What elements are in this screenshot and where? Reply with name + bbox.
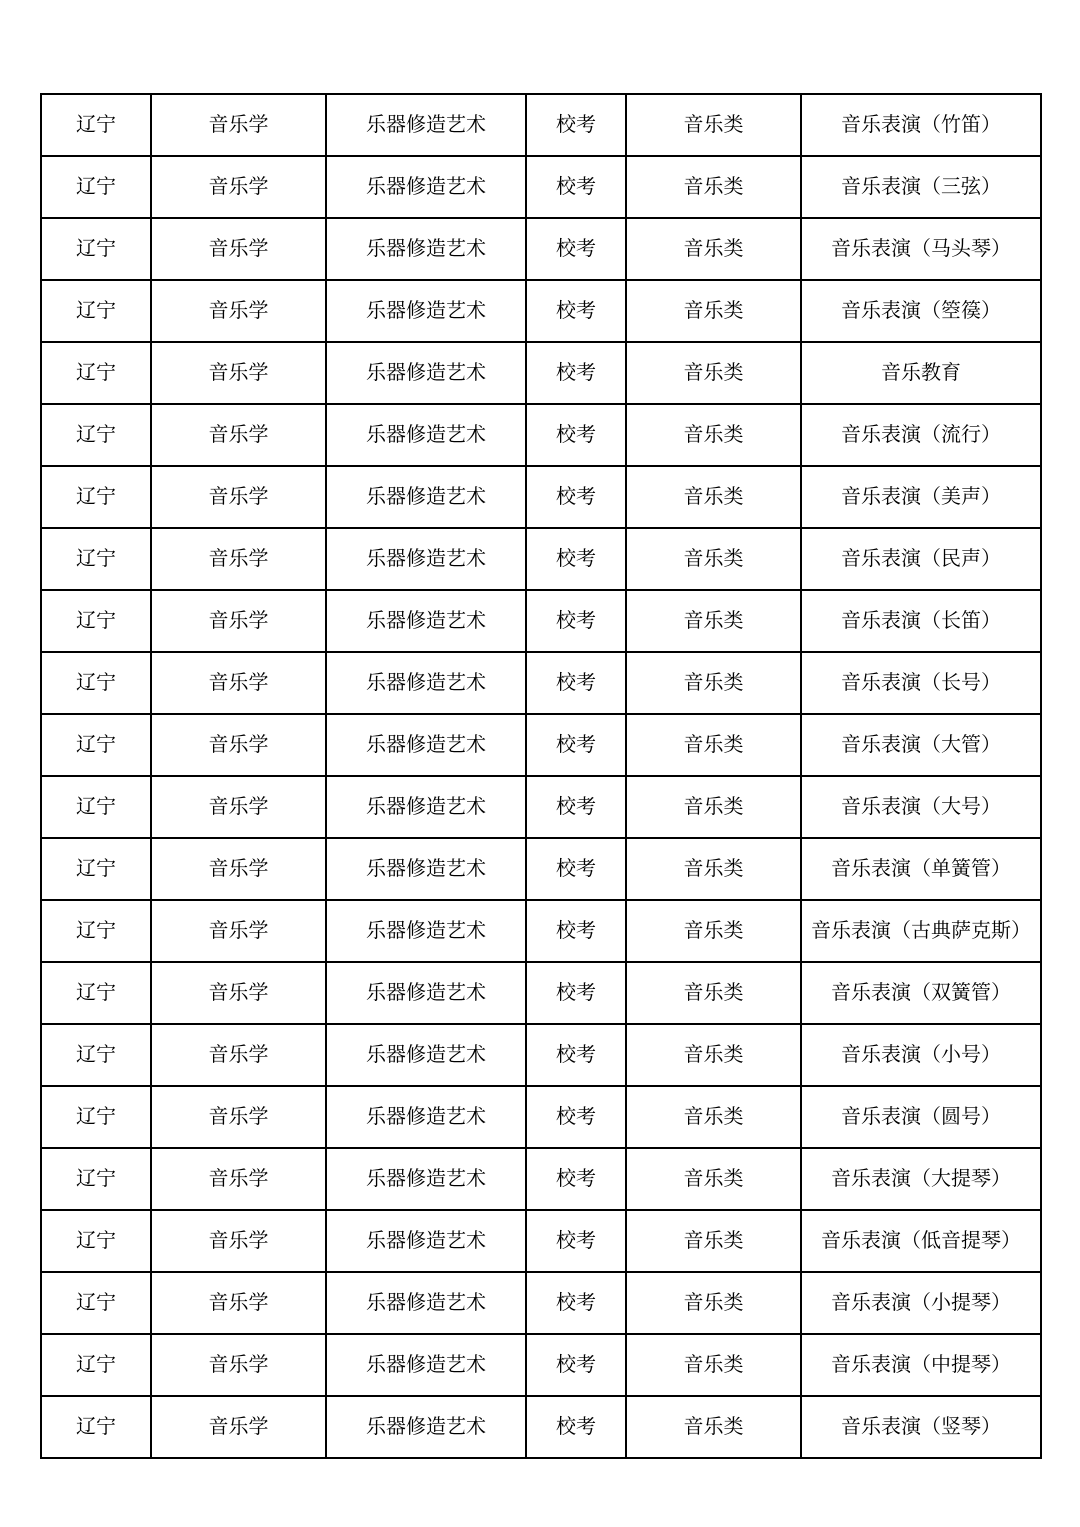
cell-category: 音乐类 <box>626 218 801 280</box>
cell-category: 音乐类 <box>626 94 801 156</box>
cell-school: 乐器修造艺术 <box>326 1148 526 1210</box>
cell-province: 辽宁 <box>41 528 151 590</box>
cell-province: 辽宁 <box>41 1334 151 1396</box>
cell-category: 音乐类 <box>626 652 801 714</box>
cell-exam-type: 校考 <box>526 156 626 218</box>
cell-exam-type: 校考 <box>526 1086 626 1148</box>
cell-school: 乐器修造艺术 <box>326 342 526 404</box>
cell-direction: 音乐教育 <box>801 342 1041 404</box>
cell-school: 乐器修造艺术 <box>326 1396 526 1458</box>
cell-category: 音乐类 <box>626 404 801 466</box>
cell-school: 乐器修造艺术 <box>326 1210 526 1272</box>
cell-province: 辽宁 <box>41 776 151 838</box>
cell-exam-type: 校考 <box>526 1272 626 1334</box>
cell-school: 乐器修造艺术 <box>326 94 526 156</box>
cell-province: 辽宁 <box>41 466 151 528</box>
cell-major: 音乐学 <box>151 1086 326 1148</box>
cell-province: 辽宁 <box>41 714 151 776</box>
table-row <box>41 528 1041 590</box>
cell-category: 音乐类 <box>626 1396 801 1458</box>
table-row <box>41 404 1041 466</box>
cell-direction: 音乐表演（长号） <box>801 652 1041 714</box>
cell-direction: 音乐表演（流行） <box>801 404 1041 466</box>
cell-school: 乐器修造艺术 <box>326 404 526 466</box>
cell-exam-type: 校考 <box>526 1334 626 1396</box>
cell-major: 音乐学 <box>151 714 326 776</box>
cell-exam-type: 校考 <box>526 528 626 590</box>
cell-province: 辽宁 <box>41 1024 151 1086</box>
cell-exam-type: 校考 <box>526 94 626 156</box>
cell-province: 辽宁 <box>41 342 151 404</box>
cell-exam-type: 校考 <box>526 1148 626 1210</box>
table-row <box>41 280 1041 342</box>
cell-exam-type: 校考 <box>526 900 626 962</box>
cell-major: 音乐学 <box>151 900 326 962</box>
cell-major: 音乐学 <box>151 1272 326 1334</box>
cell-exam-type: 校考 <box>526 1396 626 1458</box>
cell-category: 音乐类 <box>626 962 801 1024</box>
cell-school: 乐器修造艺术 <box>326 280 526 342</box>
cell-school: 乐器修造艺术 <box>326 838 526 900</box>
cell-school: 乐器修造艺术 <box>326 1086 526 1148</box>
cell-exam-type: 校考 <box>526 714 626 776</box>
cell-school: 乐器修造艺术 <box>326 652 526 714</box>
cell-province: 辽宁 <box>41 1086 151 1148</box>
cell-exam-type: 校考 <box>526 466 626 528</box>
cell-direction: 音乐表演（中提琴） <box>801 1334 1041 1396</box>
cell-category: 音乐类 <box>626 1148 801 1210</box>
cell-direction: 音乐表演（单簧管） <box>801 838 1041 900</box>
table-row <box>41 156 1041 218</box>
cell-school: 乐器修造艺术 <box>326 776 526 838</box>
cell-exam-type: 校考 <box>526 962 626 1024</box>
cell-major: 音乐学 <box>151 838 326 900</box>
table-body <box>41 94 1041 1458</box>
cell-major: 音乐学 <box>151 528 326 590</box>
table-row <box>41 962 1041 1024</box>
cell-exam-type: 校考 <box>526 342 626 404</box>
cell-direction: 音乐表演（竹笛） <box>801 94 1041 156</box>
cell-province: 辽宁 <box>41 900 151 962</box>
cell-school: 乐器修造艺术 <box>326 528 526 590</box>
cell-school: 乐器修造艺术 <box>326 1334 526 1396</box>
cell-direction: 音乐表演（长笛） <box>801 590 1041 652</box>
cell-exam-type: 校考 <box>526 776 626 838</box>
cell-province: 辽宁 <box>41 838 151 900</box>
table-row <box>41 590 1041 652</box>
cell-category: 音乐类 <box>626 1334 801 1396</box>
table-row <box>41 1148 1041 1210</box>
cell-school: 乐器修造艺术 <box>326 962 526 1024</box>
cell-province: 辽宁 <box>41 94 151 156</box>
cell-major: 音乐学 <box>151 1148 326 1210</box>
cell-exam-type: 校考 <box>526 838 626 900</box>
cell-category: 音乐类 <box>626 1086 801 1148</box>
cell-school: 乐器修造艺术 <box>326 218 526 280</box>
cell-exam-type: 校考 <box>526 280 626 342</box>
cell-province: 辽宁 <box>41 652 151 714</box>
table-row <box>41 1086 1041 1148</box>
cell-category: 音乐类 <box>626 1210 801 1272</box>
cell-direction: 音乐表演（古典萨克斯） <box>801 900 1041 962</box>
cell-major: 音乐学 <box>151 1334 326 1396</box>
cell-major: 音乐学 <box>151 652 326 714</box>
cell-category: 音乐类 <box>626 528 801 590</box>
cell-school: 乐器修造艺术 <box>326 466 526 528</box>
cell-direction: 音乐表演（低音提琴） <box>801 1210 1041 1272</box>
cell-major: 音乐学 <box>151 466 326 528</box>
table-row <box>41 652 1041 714</box>
cell-category: 音乐类 <box>626 776 801 838</box>
cell-province: 辽宁 <box>41 590 151 652</box>
enrollment-table <box>40 93 1042 1459</box>
cell-school: 乐器修造艺术 <box>326 1272 526 1334</box>
table-row <box>41 1334 1041 1396</box>
table-row <box>41 218 1041 280</box>
cell-major: 音乐学 <box>151 590 326 652</box>
cell-major: 音乐学 <box>151 342 326 404</box>
cell-direction: 音乐表演（圆号） <box>801 1086 1041 1148</box>
cell-exam-type: 校考 <box>526 590 626 652</box>
cell-direction: 音乐表演（民声） <box>801 528 1041 590</box>
table-row <box>41 1396 1041 1458</box>
table-row <box>41 776 1041 838</box>
cell-major: 音乐学 <box>151 404 326 466</box>
cell-major: 音乐学 <box>151 1024 326 1086</box>
table-row <box>41 466 1041 528</box>
cell-exam-type: 校考 <box>526 1210 626 1272</box>
cell-province: 辽宁 <box>41 156 151 218</box>
cell-exam-type: 校考 <box>526 404 626 466</box>
cell-major: 音乐学 <box>151 94 326 156</box>
cell-province: 辽宁 <box>41 1272 151 1334</box>
cell-major: 音乐学 <box>151 1396 326 1458</box>
cell-school: 乐器修造艺术 <box>326 900 526 962</box>
cell-major: 音乐学 <box>151 218 326 280</box>
cell-category: 音乐类 <box>626 590 801 652</box>
cell-province: 辽宁 <box>41 1396 151 1458</box>
cell-major: 音乐学 <box>151 776 326 838</box>
cell-direction: 音乐表演（大管） <box>801 714 1041 776</box>
table-row <box>41 900 1041 962</box>
cell-major: 音乐学 <box>151 156 326 218</box>
cell-major: 音乐学 <box>151 1210 326 1272</box>
cell-category: 音乐类 <box>626 714 801 776</box>
cell-province: 辽宁 <box>41 1148 151 1210</box>
cell-category: 音乐类 <box>626 900 801 962</box>
cell-category: 音乐类 <box>626 466 801 528</box>
cell-direction: 音乐表演（大号） <box>801 776 1041 838</box>
cell-direction: 音乐表演（箜篌） <box>801 280 1041 342</box>
cell-direction: 音乐表演（双簧管） <box>801 962 1041 1024</box>
cell-exam-type: 校考 <box>526 652 626 714</box>
cell-province: 辽宁 <box>41 962 151 1024</box>
cell-major: 音乐学 <box>151 280 326 342</box>
cell-category: 音乐类 <box>626 342 801 404</box>
cell-category: 音乐类 <box>626 1272 801 1334</box>
table-row <box>41 1272 1041 1334</box>
cell-direction: 音乐表演（小提琴） <box>801 1272 1041 1334</box>
cell-category: 音乐类 <box>626 838 801 900</box>
table-row <box>41 838 1041 900</box>
cell-direction: 音乐表演（小号） <box>801 1024 1041 1086</box>
table-row <box>41 94 1041 156</box>
cell-direction: 音乐表演（马头琴） <box>801 218 1041 280</box>
cell-province: 辽宁 <box>41 218 151 280</box>
cell-direction: 音乐表演（美声） <box>801 466 1041 528</box>
cell-school: 乐器修造艺术 <box>326 714 526 776</box>
cell-category: 音乐类 <box>626 156 801 218</box>
cell-school: 乐器修造艺术 <box>326 1024 526 1086</box>
table-row <box>41 342 1041 404</box>
table-row <box>41 1024 1041 1086</box>
table-row <box>41 714 1041 776</box>
cell-school: 乐器修造艺术 <box>326 156 526 218</box>
cell-province: 辽宁 <box>41 404 151 466</box>
cell-direction: 音乐表演（竖琴） <box>801 1396 1041 1458</box>
cell-exam-type: 校考 <box>526 1024 626 1086</box>
cell-exam-type: 校考 <box>526 218 626 280</box>
cell-direction: 音乐表演（三弦） <box>801 156 1041 218</box>
cell-direction: 音乐表演（大提琴） <box>801 1148 1041 1210</box>
cell-category: 音乐类 <box>626 1024 801 1086</box>
cell-province: 辽宁 <box>41 280 151 342</box>
cell-category: 音乐类 <box>626 280 801 342</box>
table-row <box>41 1210 1041 1272</box>
cell-province: 辽宁 <box>41 1210 151 1272</box>
cell-major: 音乐学 <box>151 962 326 1024</box>
cell-school: 乐器修造艺术 <box>326 590 526 652</box>
